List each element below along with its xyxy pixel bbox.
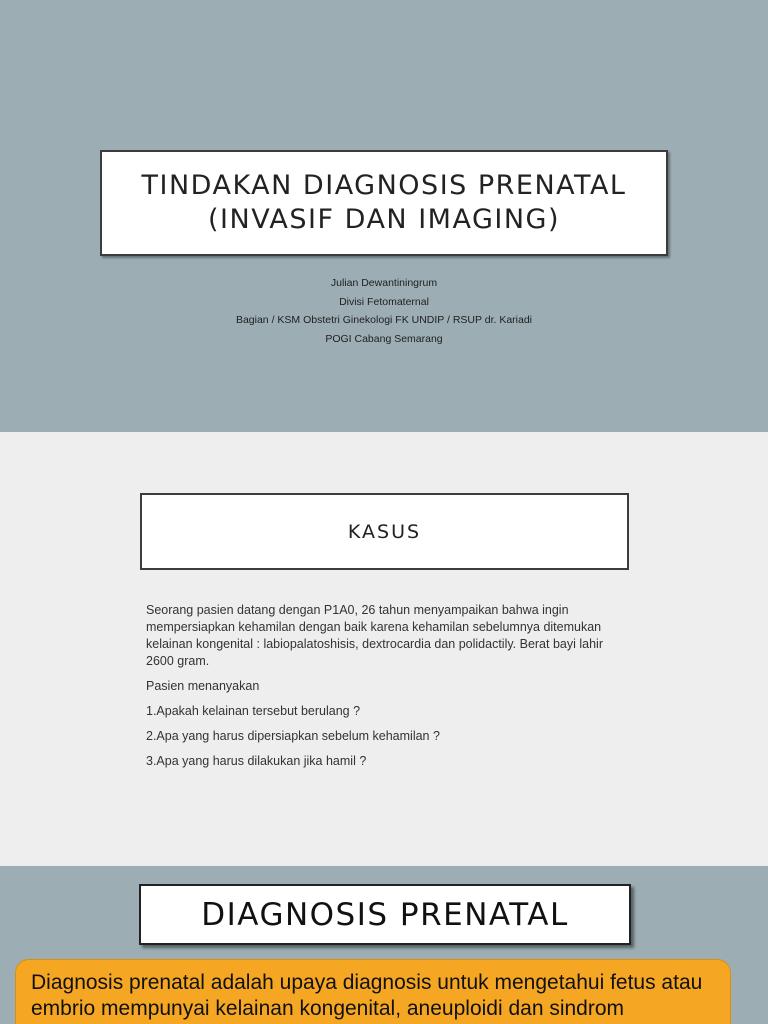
subtitle-block <box>0 274 768 348</box>
case-title-box <box>140 493 629 570</box>
case-question-2: 2.Apa yang harus dipersiapkan sebelum kehamilan ? <box>146 729 440 743</box>
author-name: Julian Dewantiningrum <box>330 277 438 289</box>
case-description: Seorang pasien datang dengan P1A0, 26 tahun menyampaikan bahwa ingin mempersiapkan kehamilan dengan baik karena kehamilan sebelumnya ditemukan kelainan kongenital : labiopalatoshisis, dextrocardia dan polidactily. Berat bayi lahir 2600 gram. <box>146 603 603 668</box>
case-question-1: 1.Apakah kelainan tersebut berulang ? <box>146 704 361 718</box>
case-slide <box>0 432 768 866</box>
division-name: Divisi Fetomaternal <box>339 295 429 308</box>
title-line-1: TINDAKAN DIAGNOSIS PRENATAL <box>141 170 627 201</box>
department-name: Bagian / KSM Obstetri Ginekologi FK UNDIP / RSUP dr. Kariadi <box>235 314 533 326</box>
case-body <box>146 602 626 778</box>
diagnosis-slide <box>0 866 768 1024</box>
case-title: KASUS <box>347 520 422 543</box>
definition-text: Diagnosis prenatal adalah upaya diagnosis untuk mengetahui fetus atau embrio mempunyai kelainan kongenital, aneuploidi dan sindrom <box>31 971 703 1020</box>
organization-name: POGI Cabang Semarang <box>325 332 443 345</box>
title-slide <box>0 0 768 432</box>
case-question-intro: Pasien menanyakan <box>146 679 260 693</box>
title-box <box>100 150 668 256</box>
diagnosis-title-box <box>139 884 631 945</box>
diagnosis-title: DIAGNOSIS PRENATAL <box>201 896 569 933</box>
case-question-3: 3.Apa yang harus dilakukan jika hamil ? <box>146 754 367 768</box>
definition-box <box>15 959 731 1024</box>
title-line-2: (INVASIF DAN IMAGING) <box>208 204 560 235</box>
